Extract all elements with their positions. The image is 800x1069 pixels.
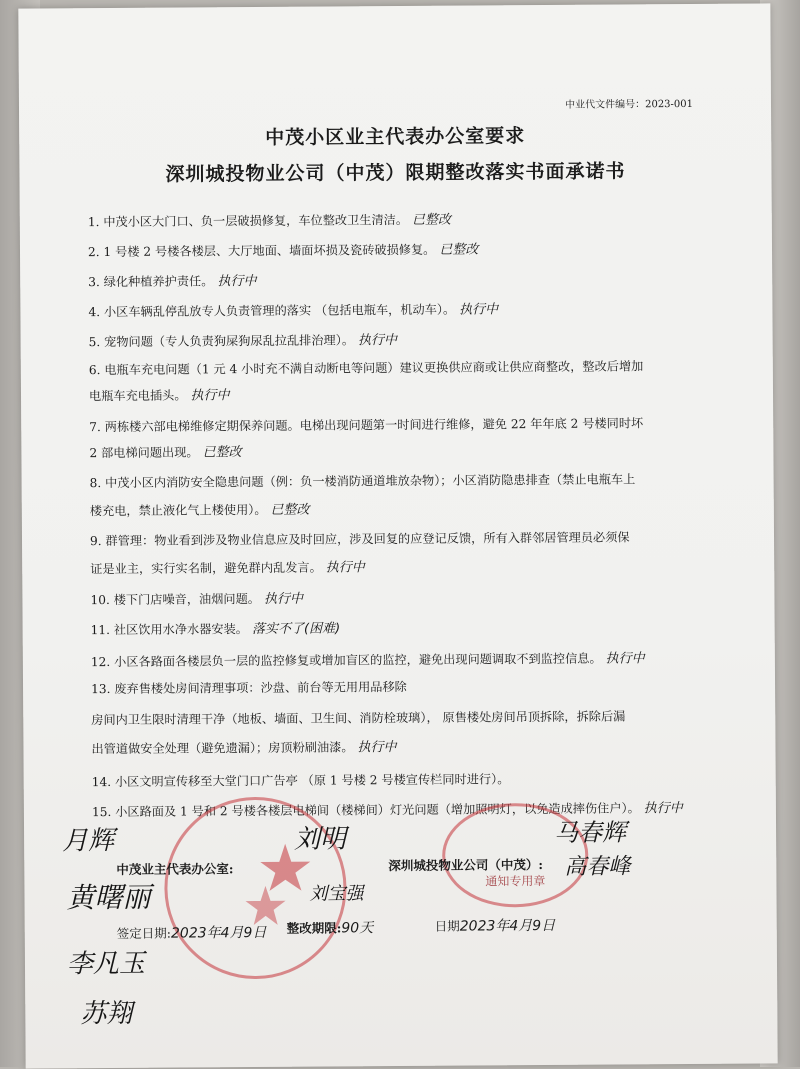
item-line-2: 2. 1 号楼 2 号楼各楼层、大厅地面、墙面坏损及瓷砖破损修复。 已整改	[87, 242, 479, 260]
progress-note: 执行中	[263, 591, 304, 607]
signature: 黄曙丽	[66, 880, 151, 915]
item-line-14: 14. 小区文明宣传移至大堂门口广告亭 （原 1 号楼 2 号楼宣传栏同时进行）。	[91, 772, 510, 790]
item-line-5: 5. 宠物问题（专人负责狗屎狗尿乱拉乱排治理）。 执行中	[88, 333, 398, 350]
signature: 李凡玉	[66, 948, 146, 980]
seal-text: 通知专用章	[485, 873, 546, 889]
progress-note: 执行中	[459, 302, 499, 318]
item-line-3: 3. 绿化种植养护责任。 执行中	[88, 273, 257, 290]
progress-note: 落实不了(困难)	[251, 621, 341, 638]
document-title-line2: 深圳城投物业公司（中茂）限期整改落实书面承诺书	[165, 160, 626, 186]
company-date: 日期2023年4月9日	[434, 917, 556, 935]
progress-note: 执行中	[357, 740, 397, 756]
signature: 苏翔	[80, 998, 133, 1030]
progress-note: 执行中	[190, 388, 230, 404]
progress-note: 执行中	[605, 651, 645, 667]
signature: 刘宝强	[309, 883, 364, 905]
document-number: 中业代文件编号：2023-001	[565, 98, 694, 111]
item-line-1: 1. 中茂小区大门口、负一层破损修复，车位整改卫生清洁。 已整改	[87, 212, 452, 230]
item-line-10: 10. 楼下门店噪音，油烟问题。 执行中	[90, 591, 304, 608]
document-page	[18, 3, 777, 1068]
item-line-4: 4. 小区车辆乱停乱放专人负责管理的落实 （包括电瓶车，机动车）。 执行中	[88, 302, 499, 320]
property-company-label: 深圳城投物业公司（中茂）:	[388, 856, 543, 874]
sign-date: 签定日期:2023年4月9日	[116, 924, 267, 942]
progress-note: 已整改	[411, 212, 452, 228]
signature: 马春辉	[553, 818, 627, 847]
progress-note: 执行中	[643, 801, 683, 817]
item-line-9b: 证是业主，实行实名制，避免群内乱发言。 执行中	[90, 560, 365, 577]
owner-office-label: 中茂业主代表办公室:	[116, 861, 234, 877]
item-line-8b: 楼充电，禁止液化气上楼使用）。 已整改	[89, 502, 310, 519]
item-line-11: 11. 社区饮用水净水器安装。 落实不了(困难)	[90, 621, 341, 638]
item-line-13: 13. 废弃售楼处房间清理事项：沙盘、前台等无用用品移除	[91, 679, 407, 697]
deadline: 整改期限:90天	[286, 920, 374, 937]
item-line-15: 15. 小区路面及 1 号和 2 号楼各楼层电梯间（楼梯间）灯光问题（增加照明灯，以免造成摔伤住户）。 执行中	[91, 801, 683, 820]
item-line-7b: 2 部电梯问题出现。 已整改	[89, 445, 242, 461]
progress-note: 执行中	[217, 273, 257, 290]
signature: 刘明	[294, 824, 347, 855]
document-title-line1: 中茂小区业主代表办公室要求	[265, 125, 526, 149]
progress-note: 已整改	[202, 445, 242, 461]
progress-note: 已整改	[439, 242, 479, 258]
item-line-7: 7. 两栋楼六部电梯维修定期保养问题。电梯出现问题第一时间进行维修，避免 22 年年底 2 号楼同时坏	[89, 416, 644, 435]
item-line-13b: 房间内卫生限时清理干净（地板、墙面、卫生间、消防栓玻璃）， 原售楼处房间吊顶拆除，拆除后漏	[91, 709, 626, 728]
signature: 月辉	[62, 825, 115, 857]
item-line-12: 12. 小区各路面各楼层负一层的监控修复或增加盲区的监控，避免出现问题调取不到监控信息。 执行中	[90, 651, 645, 670]
item-line-6b: 电瓶车充电插头。 执行中	[88, 388, 230, 404]
progress-note: 已整改	[270, 502, 310, 518]
signature: 高春峰	[564, 854, 631, 880]
progress-note: 执行中	[325, 560, 365, 576]
item-line-13c: 出管道做安全处理（避免遗漏）；房顶粉刷油漆。 执行中	[91, 740, 397, 757]
item-line-6: 6. 电瓶车充电问题（1 元 4 小时充不满自动断电等问题）建议更换供应商或让供应商整改，整改后增加	[88, 359, 644, 378]
item-line-8: 8. 中茂小区内消防安全隐患问题（例：负一楼消防通道堆放杂物）；小区消防隐患排查（禁止电瓶车上	[89, 472, 636, 491]
item-line-9: 9. 群管理：物业看到涉及物业信息应及时回应，涉及回复的应登记反馈，所有入群邻居管理员必须保	[89, 530, 630, 549]
progress-note: 执行中	[357, 333, 398, 349]
